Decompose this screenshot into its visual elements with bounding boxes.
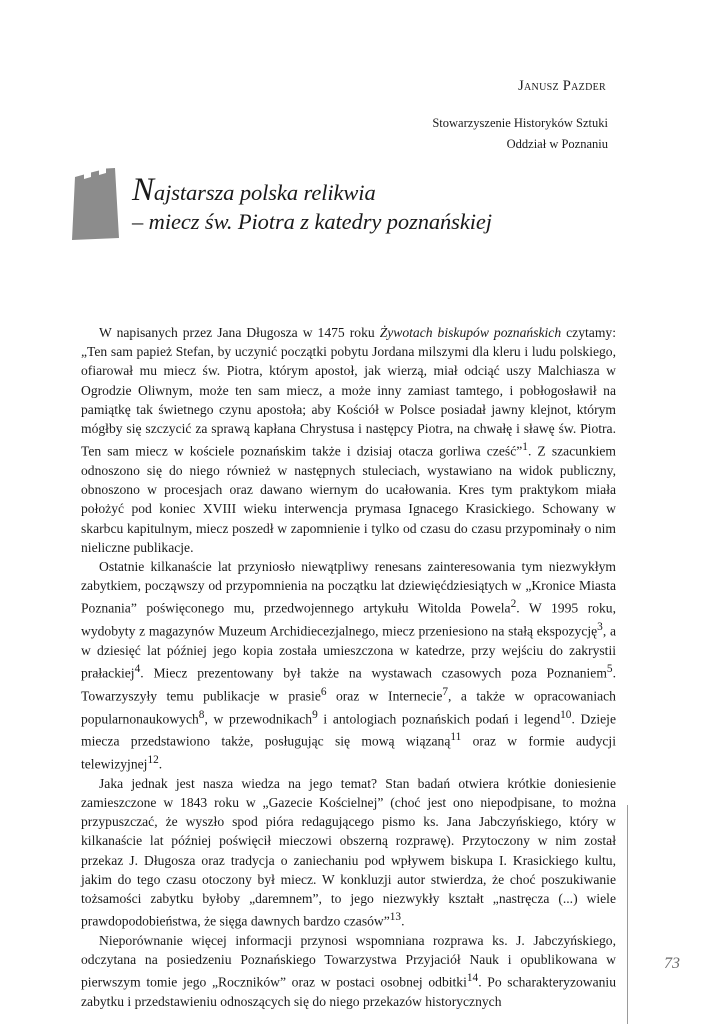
tower-icon (72, 168, 122, 240)
footnote-ref: 9 (312, 708, 318, 721)
book-title: Żywotach biskupów poznańskich (379, 325, 562, 340)
text-run: . (401, 913, 405, 929)
text-run: , w przewodnikach (204, 711, 313, 727)
text-run: . Towarzyszyły temu publikacje w prasie (81, 665, 616, 704)
footnote-ref: 7 (442, 685, 449, 698)
text-run: . Dzieje miecza przedstawiono także, posługując się mową wiązaną (81, 711, 616, 749)
text-run: Nieporównanie więcej informacji przynosi wspomniana rozprawa ks. J. Jabczyńskiego, odczytana na posiedzeniu Poznańskiego Towarzystwa Przyjaciół Nauk i opublikowana w pierwszym tomie jego „Roczników” oraz w postaci osobnej odbitki (81, 932, 616, 990)
text-run: , a w dziesięć lat później jego kopia została umieszczona w katedrze, przy wejściu do zakrystii prałackiej (81, 623, 616, 681)
text-run: . W 1995 roku, wydobyty z magazynów Muzeum Archidiecezjalnego, miecz przeniesiono na stałą ekspozycję (81, 600, 617, 639)
paragraph-1 (81, 323, 616, 557)
text-run: . Z szacunkiem odnoszono się do niego również w następnych stuleciach, wystawiano na widok publiczny, obnoszono w procesjach oraz dawano wiernym do ucałowania. Kres tym praktykom miała położyć pod koniec XVIII wieku interwencja prymasa Ignacego Krasickiego. Schowany w skarbcu kapitulnym, miecz poszedł w zapomnienie i tylko od czasu do czasu przypominały o nim nieliczne publikacje. (81, 443, 616, 555)
footnote-ref: 5 (606, 663, 613, 676)
text-run: W napisanych przez Jana Długosza w 1475 roku (99, 325, 380, 340)
footnote-ref: 10 (560, 708, 572, 721)
paragraph-2 (81, 557, 616, 774)
footnote-ref: 12 (147, 753, 159, 766)
text-run: oraz w formie audycji telewizyjnej (81, 733, 616, 772)
affiliation-branch: Oddział w Poznaniu (506, 137, 608, 151)
footnote-ref: 8 (198, 708, 205, 721)
footnote-ref: 11 (450, 731, 462, 744)
footnote-ref: 2 (510, 598, 517, 611)
margin-rule (627, 805, 628, 1024)
article-body (81, 323, 616, 1011)
footnote-ref: 13 (389, 911, 402, 924)
text-run: i antologiach poznańskich podań i legend (317, 711, 561, 727)
text-run: . Po scharakteryzowaniu zabytku i przedstawieniu odnoszących się do niego przekazów historycznych (81, 974, 616, 1010)
title-initial: N (132, 172, 154, 208)
text-run: . Miecz prezentowany był także na wystawach czasowych poza Poznaniem (140, 665, 607, 681)
footnote-ref: 3 (597, 621, 603, 634)
footnote-ref: 6 (320, 685, 327, 698)
text-run: oraz w Internecie (326, 688, 443, 704)
footnote-ref: 1 (522, 441, 528, 454)
title-line-2: – miecz św. Piotra z katedry poznańskiej (132, 209, 492, 234)
text-run: . (158, 756, 163, 772)
author-name: Janusz Pazder (518, 78, 606, 94)
article-title (132, 172, 492, 236)
paragraph-4 (81, 931, 616, 1011)
page-number: 73 (664, 955, 680, 972)
title-line-1: ajstarsza polska relikwia (153, 180, 376, 205)
text-run: Ostatnie kilkanaście lat przyniosło niewątpliwy renesans zainteresowania tym niezwykłym zabytkiem, począwszy od przypomnienia na początku lat dziewięćdziesiątych w „Kronice Miasta Poznania” poświęconego mu, przedwojennego artykułu Witolda Powela (81, 558, 616, 616)
paragraph-3 (81, 774, 616, 931)
text-run: Jaka jednak jest nasza wiedza na jego temat? Stan badań otwiera krótkie doniesienie zamieszczone w 1843 roku w „Gazecie Kościelnej” (choć jest ono niepodpisane, to można przypuszczać, że wyszło spod pióra redagującego pismo ks. Jana Jabczyńskiego, który w kilkanaście lat później poświęcił mieczowi obszerną rozprawę). Przytoczony w nim został przekaz J. Długosza oraz tradycja o zaniechaniu pod wpływem biskupa I. Krasickiego kultu, jakim do tego czasu otoczony był miecz. W konkluzji autor stwierdza, że choć poszukiwanie tożsamości zabytku byłoby „daremnem”, to jego niezwykły kształt „nastręcza (...) wiele prawdopodobieństwa, że sięga dawnych bardzo czasów” (81, 775, 616, 929)
text-run: czytamy: „Ten sam papież Stefan, by uczynić początki pobytu Jordana milszymi dla kleru i ludu polskiego, ofiarował mu miecz św. Piotra, którym apostoł, jak wierzą, miał odciąć uszy Malchiasza w Ogrodzie Oliwnym, może ten sam miecz, a może inny zamiast tamtego, i pobłogosławił na pamiątkę tak świetnego czynu apostoła; aby Kościół w Polsce posiadał jawny klejnot, którym mógłby się szczycić za sprawą kapłana Chrystusa i następcy Piotra, na chwałę i sławę św. Piotra. Ten sam miecz w kościele poznańskim także i dzisiaj otacza gorliwa cześć” (81, 325, 616, 459)
footnote-ref: 4 (134, 663, 141, 676)
affiliation-society: Stowarzyszenie Historyków Sztuki (432, 116, 608, 130)
footnote-ref: 14 (466, 972, 479, 985)
text-run: , a także w opracowaniach popularnonaukowych (81, 688, 616, 727)
